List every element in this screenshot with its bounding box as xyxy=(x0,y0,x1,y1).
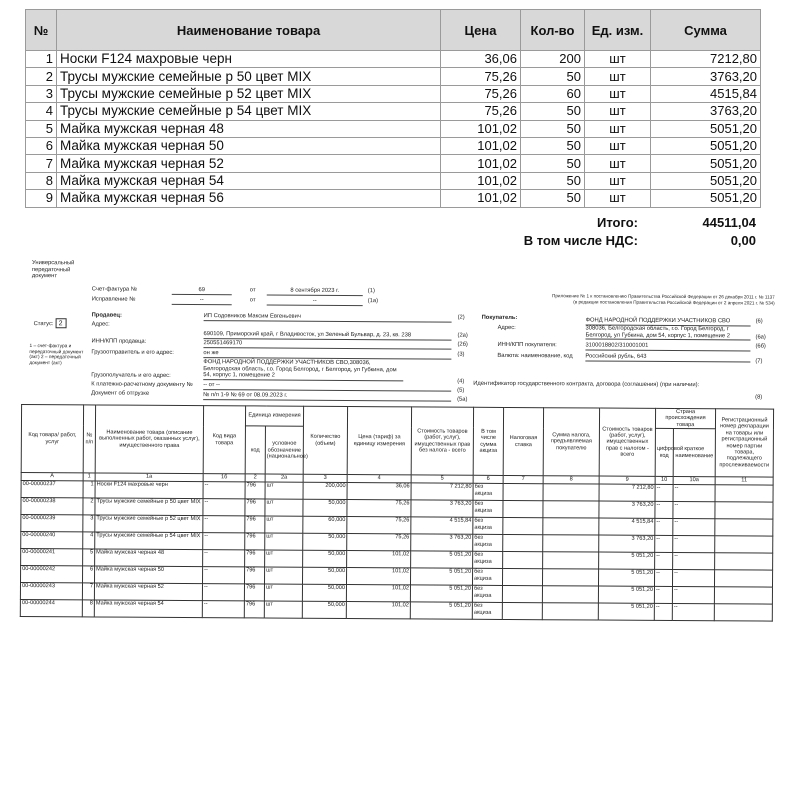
shipping-doc-label: Документ об отгрузке xyxy=(91,390,150,397)
upd-cell-kind: -- xyxy=(203,482,245,499)
invoice-from: от xyxy=(249,287,256,294)
total-value: 44511,04 xyxy=(702,215,756,231)
upd-cell-decl xyxy=(715,553,773,570)
correction-label: Исправление № xyxy=(91,296,136,303)
currency-value: Российский рубль, 643 xyxy=(585,353,750,362)
cell-sum: 5051,20 xyxy=(651,137,761,154)
upd-cell-qty: 50,000 xyxy=(302,584,346,601)
upd-h-country-name: краткое наименование xyxy=(673,429,715,477)
upd-cell-qty: 50,000 xyxy=(303,550,347,567)
upd-cell-qty: 50,000 xyxy=(303,499,347,516)
total-label: Итого: xyxy=(597,215,638,231)
upd-cell-cn: -- xyxy=(673,570,715,587)
cell-number: 7 xyxy=(26,155,57,172)
col-header-sum: Сумма xyxy=(651,10,761,51)
cell-unit: шт xyxy=(585,120,651,137)
product-table-header xyxy=(26,10,761,51)
upd-cell-n: 1 xyxy=(83,481,95,498)
upd-cell-decl xyxy=(715,536,773,553)
upd-index-cell: 10а xyxy=(673,477,715,485)
upd-header-row-1 xyxy=(21,405,773,430)
upd-cell-excise: без акциза xyxy=(473,501,503,518)
upd-cell-excise: без акциза xyxy=(473,569,503,586)
col-header-name: Наименование товара xyxy=(57,10,441,51)
cell-number: 2 xyxy=(26,68,57,85)
upd-cell-decl xyxy=(715,570,773,587)
cell-sum: 5051,20 xyxy=(651,120,761,137)
vat-label: В том числе НДС: xyxy=(523,233,638,249)
cell-sum: 3763,20 xyxy=(651,68,761,85)
cell-price: 101,02 xyxy=(441,120,521,137)
cell-unit: шт xyxy=(585,137,651,154)
table-row xyxy=(26,190,761,207)
upd-cell-decl xyxy=(714,604,772,621)
upd-cell-cn: -- xyxy=(673,536,715,553)
payment-doc-value: -- от -- xyxy=(203,382,451,391)
upd-cell-n: 6 xyxy=(83,566,95,583)
upd-cell-cost: 4 515,84 xyxy=(411,517,473,534)
appendix-note-2: (в редакции постановления Правительства Российской Федерации от 2 апреля 2021 г. № 534) xyxy=(573,299,775,306)
mark-6: (6) xyxy=(755,318,763,325)
upd-cell-cost: 7 212,80 xyxy=(411,483,473,500)
cell-name: Трусы мужские семейные р 52 цвет MIX xyxy=(57,85,441,102)
upd-cell-cc: -- xyxy=(655,536,673,553)
upd-cell-cc: -- xyxy=(654,604,672,621)
cell-number: 3 xyxy=(26,85,57,102)
upd-h-code: Код товара/ работ, услуг xyxy=(21,405,83,474)
cell-qty: 50 xyxy=(521,137,585,154)
upd-cell-ucode: 796 xyxy=(245,499,265,516)
cell-price: 101,02 xyxy=(441,190,521,207)
upd-cell-n: 3 xyxy=(83,515,95,532)
appendix-note-1: Приложение № 1 к постановлению Правительства Российской Федерации от 26 декабря 2011 г. № 1137 xyxy=(552,293,775,300)
mark-6b: (6б) xyxy=(755,343,766,350)
upd-cell-cn: -- xyxy=(673,485,715,502)
upd-cell-cost: 3 763,20 xyxy=(411,534,473,551)
upd-cell-uname: шт xyxy=(264,567,302,584)
upd-cell-qty: 50,000 xyxy=(303,567,347,584)
upd-cell-name: Майка мужская черная 48 xyxy=(95,549,203,567)
upd-cell-rate xyxy=(503,501,543,518)
upd-cell-tax xyxy=(543,535,599,552)
upd-cell-excise: без акциза xyxy=(473,552,503,569)
upd-cell-uname: шт xyxy=(265,499,303,516)
upd-index-cell: А xyxy=(21,473,83,481)
cell-sum: 5051,20 xyxy=(651,190,761,207)
upd-cell-kind: -- xyxy=(203,499,245,516)
cell-price: 101,02 xyxy=(441,155,521,172)
upd-cell-tax xyxy=(543,552,599,569)
upd-cell-n: 5 xyxy=(83,549,95,566)
seller-inn: 250551469170 xyxy=(203,340,451,349)
cell-sum: 3763,20 xyxy=(651,103,761,120)
upd-cell-qty: 50,000 xyxy=(302,601,346,618)
upd-table xyxy=(20,404,774,622)
buyer-inn-label: ИНН/КПП покупателя: xyxy=(497,341,557,349)
cell-price: 75,26 xyxy=(441,103,521,120)
cell-name: Трусы мужские семейные р 50 цвет MIX xyxy=(57,68,441,85)
upd-index-cell: 8 xyxy=(543,476,599,484)
upd-cell-price: 101,02 xyxy=(347,568,411,585)
upd-cell-cc: -- xyxy=(655,570,673,587)
upd-cell-uname: шт xyxy=(264,584,302,601)
cell-unit: шт xyxy=(585,103,651,120)
product-table-section xyxy=(25,9,760,250)
mark-2b: (2б) xyxy=(457,341,468,348)
upd-index-cell: 1б xyxy=(203,474,245,482)
upd-cell-uname: шт xyxy=(265,482,303,499)
upd-cell-price: 75,26 xyxy=(347,500,411,517)
upd-cell-cn: -- xyxy=(673,502,715,519)
seller-value: ИП Содовников Максим Евгеньевич xyxy=(204,313,452,322)
upd-cell-cc: -- xyxy=(655,553,673,570)
upd-cell-kind: -- xyxy=(203,516,245,533)
col-header-price: Цена xyxy=(441,10,521,51)
upd-cell-uname: шт xyxy=(265,533,303,550)
upd-table-body xyxy=(20,481,773,622)
upd-h-excise: В том числе сумма акциза xyxy=(473,407,503,475)
mark-3: (3) xyxy=(457,351,465,358)
upd-cell-excise: без акциза xyxy=(472,586,502,603)
contract-id-label: Идентификатор государственного контракта, договора (соглашения) (при наличии): xyxy=(473,380,700,389)
status-value: 2 xyxy=(55,318,66,328)
shipper-label: Грузоотправитель и его адрес: xyxy=(91,349,174,356)
upd-cell-total: 5 051,20 xyxy=(599,552,655,569)
upd-cell-name: Трусы мужские семейные р 54 цвет MIX xyxy=(95,532,203,550)
cell-qty: 50 xyxy=(521,103,585,120)
cell-qty: 50 xyxy=(521,68,585,85)
buyer-inn: 3100018802/310001001 xyxy=(585,342,750,351)
upd-cell-ucode: 796 xyxy=(244,584,264,601)
upd-cell-price: 101,02 xyxy=(346,602,410,619)
upd-cell-n: 2 xyxy=(83,498,95,515)
mark-1a: (1а) xyxy=(367,298,379,305)
upd-table-row xyxy=(20,600,772,622)
upd-doc-type: Универсальный передаточный документ xyxy=(31,260,75,280)
table-row xyxy=(26,155,761,172)
col-header-qty: Кол-во xyxy=(521,10,585,51)
upd-cell-excise: без акциза xyxy=(473,518,503,535)
upd-cell-cost: 5 051,20 xyxy=(411,568,473,585)
cell-qty: 50 xyxy=(521,172,585,189)
cell-sum: 5051,20 xyxy=(651,172,761,189)
upd-cell-tax xyxy=(542,603,598,620)
upd-cell-rate xyxy=(503,484,543,501)
buyer-label: Покупатель: xyxy=(481,314,518,322)
cell-unit: шт xyxy=(585,172,651,189)
upd-cell-total: 3 763,20 xyxy=(599,501,655,518)
upd-h-kind: Код вида товара xyxy=(203,406,245,475)
upd-cell-cost: 3 763,20 xyxy=(411,500,473,517)
upd-cell-total: 7 212,80 xyxy=(599,484,655,501)
seller-address: 690109, Приморский край, г Владивосток, ул Зеленый Бульвар, д. 23, кв. 238 xyxy=(203,331,451,340)
upd-cell-code: 00-00000242 xyxy=(21,566,83,583)
upd-cell-ucode: 796 xyxy=(244,567,264,584)
upd-h-qty: Количество (объем) xyxy=(303,406,347,475)
upd-cell-tax xyxy=(543,501,599,518)
upd-cell-tax xyxy=(543,484,599,501)
upd-cell-kind: -- xyxy=(203,550,245,567)
upd-cell-total: 4 515,84 xyxy=(599,518,655,535)
upd-h-cost: Стоимость товаров (работ, услуг), имущественных прав без налога - всего xyxy=(411,407,473,476)
upd-cell-cn: -- xyxy=(673,553,715,570)
cell-sum: 4515,84 xyxy=(651,85,761,102)
upd-cell-tax xyxy=(542,586,598,603)
upd-cell-rate xyxy=(502,603,542,620)
total-row xyxy=(25,214,760,232)
upd-cell-rate xyxy=(503,569,543,586)
upd-cell-name: Трусы мужские семейные р 50 цвет MIX xyxy=(95,498,203,516)
upd-index-cell: 1а xyxy=(95,473,203,482)
upd-index-cell: 2а xyxy=(265,474,303,482)
upd-cell-rate xyxy=(503,518,543,535)
upd-cell-price: 75,26 xyxy=(347,534,411,551)
upd-cell-n: 7 xyxy=(82,583,94,600)
upd-cell-decl xyxy=(714,587,772,604)
upd-cell-cn: -- xyxy=(672,604,714,621)
mark-5: (5) xyxy=(457,387,465,394)
cell-qty: 50 xyxy=(521,120,585,137)
upd-index-cell: 2 xyxy=(245,474,265,482)
upd-cell-n: 4 xyxy=(83,532,95,549)
upd-cell-rate xyxy=(503,552,543,569)
cell-price: 101,02 xyxy=(441,137,521,154)
upd-cell-uname: шт xyxy=(264,601,302,618)
table-row xyxy=(26,103,761,120)
upd-cell-total: 5 051,20 xyxy=(599,569,655,586)
upd-cell-code: 00-00000243 xyxy=(20,583,82,600)
cell-unit: шт xyxy=(585,190,651,207)
upd-cell-code: 00-00000238 xyxy=(21,498,83,515)
upd-cell-name: Майка мужская черная 52 xyxy=(94,583,202,601)
cell-number: 6 xyxy=(26,137,57,154)
upd-cell-price: 36,06 xyxy=(347,483,411,500)
cell-price: 101,02 xyxy=(441,172,521,189)
upd-cell-uname: шт xyxy=(265,516,303,533)
upd-cell-qty: 60,000 xyxy=(303,516,347,533)
mark-6a: (6а) xyxy=(755,334,766,341)
cell-number: 5 xyxy=(26,120,57,137)
table-row xyxy=(26,85,761,102)
col-header-number: № xyxy=(26,10,57,51)
upd-document-scan xyxy=(20,256,774,621)
upd-cell-total: 5 051,20 xyxy=(598,603,654,620)
upd-index-cell: 4 xyxy=(347,475,411,483)
cell-price: 36,06 xyxy=(441,51,521,68)
payment-doc-label: К платежно-расчетному документу № xyxy=(91,381,193,389)
upd-cell-cn: -- xyxy=(672,587,714,604)
upd-cell-code: 00-00000237 xyxy=(21,481,83,498)
upd-h-decl: Регистрационный номер декларации на товары или регистрационный номер партии товара, подлежащего прослеживаемости xyxy=(715,409,773,478)
cell-number: 4 xyxy=(26,103,57,120)
upd-cell-rate xyxy=(503,535,543,552)
upd-cell-uname: шт xyxy=(265,550,303,567)
upd-index-cell: 9 xyxy=(599,476,655,484)
upd-cell-decl xyxy=(715,519,773,536)
upd-index-cell: 6 xyxy=(473,476,503,484)
upd-cell-ucode: 796 xyxy=(245,516,265,533)
currency-label: Валюта: наименование, код xyxy=(497,352,573,360)
vat-row xyxy=(25,232,760,250)
upd-h-num: № п/п xyxy=(83,405,95,473)
table-row xyxy=(26,51,761,68)
upd-cell-ucode: 796 xyxy=(245,550,265,567)
upd-cell-decl xyxy=(715,485,773,502)
cell-sum: 7212,80 xyxy=(651,51,761,68)
upd-cell-code: 00-00000239 xyxy=(21,515,83,532)
upd-cell-tax xyxy=(543,518,599,535)
upd-cell-qty: 200,000 xyxy=(303,482,347,499)
upd-cell-ucode: 796 xyxy=(244,601,264,618)
buyer-address-label: Адрес: xyxy=(497,324,516,332)
upd-h-tax: Сумма налога, предъявляемая покупателю xyxy=(543,408,599,477)
vat-value: 0,00 xyxy=(730,233,756,249)
table-row xyxy=(26,68,761,85)
upd-cell-cost: 5 051,20 xyxy=(411,551,473,568)
upd-cell-price: 75,26 xyxy=(347,517,411,534)
buyer-value: ФОНД НАРОДНОЙ ПОДДЕРЖКИ УЧАСТНИКОВ СВО xyxy=(586,317,751,326)
correction-from: от xyxy=(249,297,256,304)
mark-2a: (2а) xyxy=(457,332,468,339)
upd-cell-cc: -- xyxy=(655,485,673,502)
upd-cell-code: 00-00000241 xyxy=(21,549,83,566)
upd-cell-kind: -- xyxy=(202,601,244,618)
seller-address-label: Адрес: xyxy=(91,321,110,328)
mark-2: (2) xyxy=(457,314,465,321)
cell-name: Майка мужская черная 52 xyxy=(57,155,441,172)
cell-number: 9 xyxy=(26,190,57,207)
cell-unit: шт xyxy=(585,68,651,85)
upd-cell-name: Носки F124 махровые черн xyxy=(95,481,203,499)
upd-cell-qty: 50,000 xyxy=(303,533,347,550)
cell-unit: шт xyxy=(585,51,651,68)
upd-cell-ucode: 796 xyxy=(245,533,265,550)
upd-cell-name: Трусы мужские семейные р 52 цвет MIX xyxy=(95,515,203,533)
upd-h-unit-name: условное обозначение (национальное) xyxy=(265,426,303,474)
status-note: 1 – счет-фактура и передаточный документ (акт) 2 – передаточный документ (акт) xyxy=(29,344,84,366)
upd-index-cell: 7 xyxy=(503,476,543,484)
cell-name: Майка мужская черная 48 xyxy=(57,120,441,137)
mark-8: (8) xyxy=(755,394,763,401)
upd-h-country-group: Страна происхождения товара xyxy=(655,408,715,429)
cell-qty: 200 xyxy=(521,51,585,68)
upd-cell-ucode: 796 xyxy=(245,482,265,499)
cell-name: Трусы мужские семейные р 54 цвет MIX xyxy=(57,103,441,120)
invoice-number: 69 xyxy=(172,287,232,295)
cell-number: 1 xyxy=(26,51,57,68)
cell-sum: 5051,20 xyxy=(651,155,761,172)
upd-cell-total: 3 763,20 xyxy=(599,535,655,552)
upd-h-rate: Налоговая ставка xyxy=(503,407,543,476)
seller-label: Продавец: xyxy=(91,312,122,319)
upd-cell-name: Майка мужская черная 54 xyxy=(94,600,202,618)
correction-value: -- xyxy=(172,297,232,305)
cell-name: Майка мужская черная 50 xyxy=(57,137,441,154)
upd-cell-cc: -- xyxy=(655,519,673,536)
upd-h-total: Стоимость товаров (работ, услуг), имущественных прав с налогом - всего xyxy=(599,408,655,477)
upd-cell-n: 8 xyxy=(82,600,94,617)
upd-cell-price: 101,02 xyxy=(346,585,410,602)
upd-cell-rate xyxy=(502,586,542,603)
upd-cell-cc: -- xyxy=(654,587,672,604)
buyer-address: 308036, Белгородская область, г.о. Город Белгород, г Белгород, ул Губкина, дом 54, корпус 1, помещение 2 xyxy=(585,325,750,340)
shipper-value: он же xyxy=(203,350,451,359)
cell-unit: шт xyxy=(585,85,651,102)
upd-index-cell: 1 xyxy=(83,473,95,481)
upd-cell-excise: без акциза xyxy=(472,603,502,620)
upd-index-cell: 5 xyxy=(411,475,473,483)
upd-cell-kind: -- xyxy=(202,584,244,601)
upd-cell-code: 00-00000244 xyxy=(20,600,82,617)
upd-h-country-code: цифровой код xyxy=(655,429,673,477)
cell-number: 8 xyxy=(26,172,57,189)
cell-name: Майка мужская черная 56 xyxy=(57,190,441,207)
upd-cell-kind: -- xyxy=(203,533,245,550)
upd-cell-cost: 5 051,20 xyxy=(410,585,472,602)
product-table xyxy=(25,9,761,208)
invoice-date: 8 сентября 2023 г. xyxy=(267,287,363,295)
upd-cell-cc: -- xyxy=(655,502,673,519)
upd-index-cell: 11 xyxy=(715,477,773,485)
mark-5a: (5а) xyxy=(457,396,468,403)
upd-index-cell: 3 xyxy=(303,474,347,482)
upd-h-price: Цена (тариф) за единицу измерения xyxy=(347,406,411,475)
upd-cell-cn: -- xyxy=(673,519,715,536)
cell-price: 75,26 xyxy=(441,68,521,85)
consignee-label: Грузополучатель и его адрес: xyxy=(91,372,171,379)
upd-cell-decl xyxy=(715,502,773,519)
cell-qty: 60 xyxy=(521,85,585,102)
col-header-unit: Ед. изм. xyxy=(585,10,651,51)
table-row xyxy=(26,120,761,137)
cell-qty: 50 xyxy=(521,190,585,207)
upd-cell-tax xyxy=(543,569,599,586)
seller-inn-label: ИНН/КПП продавца: xyxy=(91,338,147,345)
totals-block xyxy=(25,214,760,250)
cell-price: 75,26 xyxy=(441,85,521,102)
upd-index-cell: 10 xyxy=(655,477,673,485)
cell-unit: шт xyxy=(585,155,651,172)
upd-cell-kind: -- xyxy=(203,567,245,584)
upd-cell-name: Майка мужская черная 50 xyxy=(95,566,203,584)
table-row xyxy=(26,137,761,154)
upd-status xyxy=(34,318,67,328)
upd-cell-total: 5 051,20 xyxy=(598,586,654,603)
product-table-body xyxy=(26,51,761,208)
upd-cell-price: 101,02 xyxy=(347,551,411,568)
upd-h-unit-code: код xyxy=(245,426,265,474)
upd-cell-code: 00-00000240 xyxy=(21,532,83,549)
cell-name: Носки F124 махровые черн xyxy=(57,51,441,68)
upd-cell-excise: без акциза xyxy=(473,484,503,501)
upd-cell-cost: 5 051,20 xyxy=(410,602,472,619)
cell-qty: 50 xyxy=(521,155,585,172)
shipping-doc-value: № п/п 1-9 № 69 от 08.09.2023 г. xyxy=(203,392,451,401)
upd-h-name: Наименование товара (описание выполненных работ, оказанных услуг), имущественного права xyxy=(95,405,203,474)
table-row xyxy=(26,172,761,189)
invoice-label: Счет-фактура № xyxy=(91,286,138,293)
mark-7: (7) xyxy=(755,358,763,365)
status-label: Статус: xyxy=(33,321,54,328)
consignee-value: ФОНД НАРОДНОЙ ПОДДЕРЖКИ УЧАСТНИКОВ СВО,308036, Белгородская область, г.о. Город Белгород, г Белгород, ул Губкина, дом 54, корпус 1, помещение 2 xyxy=(203,359,403,381)
cell-name: Майка мужская черная 54 xyxy=(57,172,441,189)
correction-date: -- xyxy=(267,297,363,305)
mark-1: (1) xyxy=(367,288,375,295)
upd-cell-excise: без акциза xyxy=(473,535,503,552)
upd-h-unit-group: Единица измерения xyxy=(245,406,303,427)
mark-4: (4) xyxy=(457,378,465,385)
